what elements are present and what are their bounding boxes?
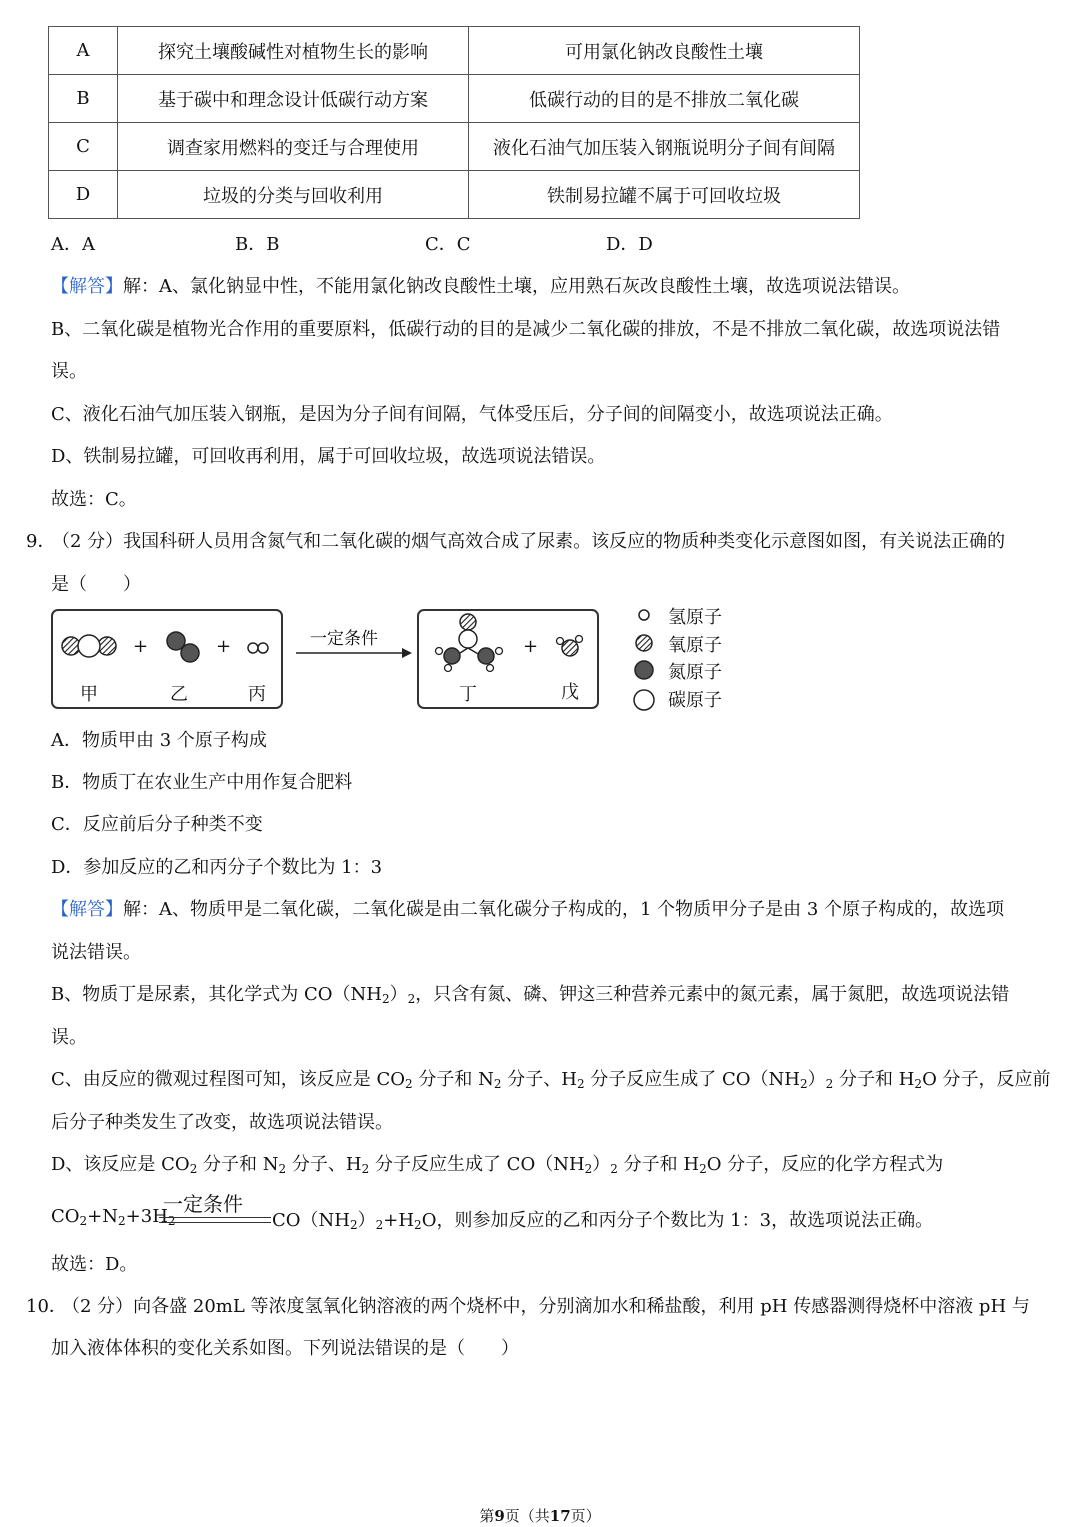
hydrogen-atom-icon: [632, 605, 656, 629]
table-row: [49, 75, 860, 123]
plus-sign: +: [216, 636, 232, 657]
question-number: 9．: [26, 531, 56, 552]
molecule-yi: [167, 632, 199, 662]
table-cell: 探究土壤酸碱性对植物生长的影响: [118, 27, 469, 75]
table-cell: 调查家用燃料的变迁与合理使用: [118, 123, 469, 171]
reaction-diagram: [48, 606, 608, 712]
plus-sign: +: [133, 636, 149, 657]
carbon-atom-icon: [632, 688, 656, 712]
table-cell: C: [49, 123, 118, 171]
answer-line: 【解答】解：A、物质甲是二氧化碳，二氧化碳是由二氧化碳分子构成的，1 个物质甲分子是由 3 个原子构成的，故选项: [51, 899, 1005, 920]
question-stem: 加入液体体积的变化关系如图。下列说法错误的是（ ）: [51, 1338, 519, 1359]
table-cell: 可用氯化钠改良酸性土壤: [469, 27, 860, 75]
equation-condition: 一定条件: [163, 1192, 243, 1216]
table-row: [49, 27, 860, 75]
answer-line: B、物质丁是尿素，其化学式为 $CO(NH_2)_2$，只含有氮、磷、钾这三种营养元素中的氮元素，属于氮肥，故选项说法错: [51, 984, 1010, 1006]
table-cell: 液化石油气加压装入钢瓶说明分子间有间隔: [469, 123, 860, 171]
choice-c: C．C: [425, 234, 471, 255]
choice-c: C．反应前后分子种类不变: [51, 814, 263, 835]
choice-b: B．物质丁在农业生产中用作复合肥料: [51, 772, 353, 793]
table-cell: 低碳行动的目的是不排放二氧化碳: [469, 75, 860, 123]
nitrogen-atom-icon: [632, 660, 656, 684]
answer-tag: 【解答】: [51, 276, 123, 297]
molecule-jia: [62, 635, 116, 657]
question-stem: （2 分）向各盛 20mL 等浓度氢氧化钠溶液的两个烧杯中，分别滴加水和稀盐酸，利用 pH 传感器测得烧杯中溶液 pH 与: [62, 1296, 1030, 1317]
molecule-bing: [248, 643, 268, 653]
page-total: 17: [549, 1507, 571, 1525]
label-jia: 甲: [80, 684, 98, 705]
plus-sign: +: [523, 636, 539, 657]
oxygen-atom-icon: [632, 633, 656, 657]
page-number: 9: [494, 1507, 505, 1525]
choice-a: A．A: [51, 234, 95, 255]
answer-line: B、二氧化碳是植物光合作用的重要原料，低碳行动的目的是减少二氧化碳的排放，不是不排放二氧化碳，故选项说法错: [51, 319, 1001, 340]
answer-line: 故选：C。: [51, 489, 137, 510]
reaction-condition: 一定条件: [310, 629, 378, 649]
answer-line: 误。: [51, 1027, 87, 1048]
table-row: [49, 123, 860, 171]
answer-line: 【解答】解：A、氯化钠显中性，不能用氯化钠改良酸性土壤，应用熟石灰改良酸性土壤，故选项说法错误。: [51, 276, 910, 297]
answer-line: C、液化石油气加压装入钢瓶，是因为分子间有间隔，气体受压后，分子间的间隔变小，故选项说法正确。: [51, 404, 893, 425]
question-number: 10．: [26, 1296, 67, 1317]
equation-rhs: $CO(NH_2)_2+H_2O$，则参加反应的乙和丙分子个数比为 1：3，故选项说法正确。: [272, 1210, 934, 1232]
equation-equals-bar: [159, 1217, 271, 1223]
molecule-ding: [436, 614, 503, 672]
table-row: [49, 171, 860, 219]
table-cell: 垃圾的分类与回收利用: [118, 171, 469, 219]
choice-d: D．参加反应的乙和丙分子个数比为 1：3: [51, 857, 383, 878]
answer-line: D、该反应是 $CO_2$ 分子和 $N_2$ 分子、$H_2$ 分子反应生成了 $CO(NH_2)_2$ 分子和 $H_2O$ 分子，反应的化学方程式为: [51, 1154, 944, 1176]
answer-tag: 【解答】: [51, 899, 123, 920]
table-cell: 基于碳中和理念设计低碳行动方案: [118, 75, 469, 123]
answer-line: D、铁制易拉罐，可回收再利用，属于可回收垃圾，故选项说法错误。: [51, 446, 606, 467]
answer-line: 后分子种类发生了改变，故选项说法错误。: [51, 1112, 393, 1133]
answer-line: 误。: [51, 361, 87, 382]
page-footer: 第9页（共17页）: [479, 1507, 601, 1525]
question-stem: （2 分）我国科研人员用含氮气和二氧化碳的烟气高效合成了尿素。该反应的物质种类变化示意图如图，有关说法正确的: [52, 531, 1006, 552]
label-ding: 丁: [459, 684, 477, 705]
table-cell: 铁制易拉罐不属于可回收垃圾: [469, 171, 860, 219]
answer-line: 说法错误。: [51, 942, 141, 963]
label-bing: 丙: [248, 684, 266, 705]
answer-line: C、由反应的微观过程图可知，该反应是 $CO_2$ 分子和 $N_2$ 分子、$H_2$ 分子反应生成了 $CO(NH_2)_2$ 分子和 $H_2O$ 分子，反应前: [51, 1069, 1051, 1091]
table-cell: A: [49, 27, 118, 75]
arrow-head-icon: [402, 648, 412, 658]
choice-d: D．D: [606, 234, 653, 255]
answer-line: 故选：D。: [51, 1254, 138, 1275]
molecule-wu: [557, 636, 583, 657]
label-yi: 乙: [170, 684, 188, 705]
options-table: [48, 26, 860, 219]
table-cell: D: [49, 171, 118, 219]
choice-b: B．B: [235, 234, 280, 255]
question-stem: 是（ ）: [51, 574, 141, 595]
table-cell: B: [49, 75, 118, 123]
label-wu: 戊: [561, 682, 579, 703]
choice-a: A．物质甲由 3 个原子构成: [51, 730, 267, 751]
equation-lhs: $CO_2+N_2+3H_2$: [51, 1206, 176, 1228]
